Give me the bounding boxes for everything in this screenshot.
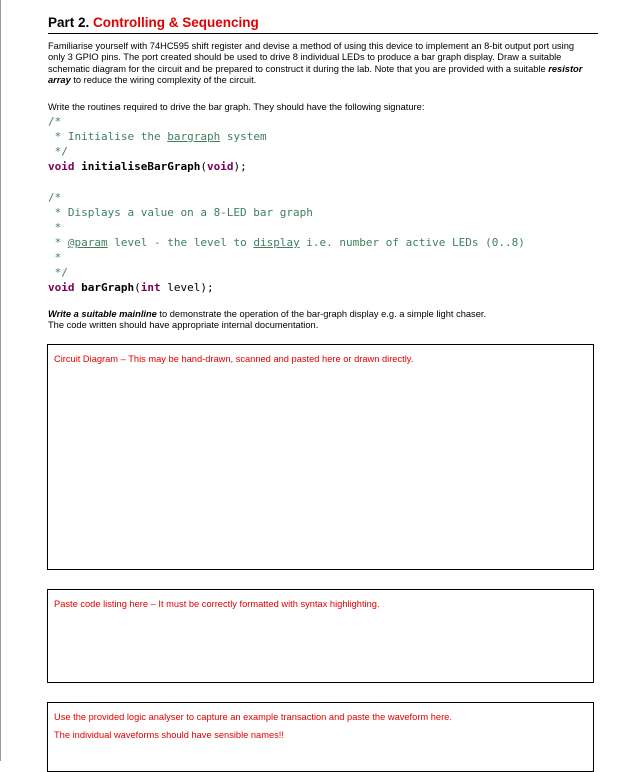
- comment-close: */: [48, 266, 68, 279]
- bargraph-link[interactable]: bargraph: [167, 130, 221, 143]
- heading-title: Controlling & Sequencing: [93, 15, 259, 30]
- mainline-emphasis: Write a suitable mainline: [48, 309, 157, 319]
- bargraph-declaration: void barGraph(int level);: [48, 281, 214, 294]
- logic-analyser-box[interactable]: [47, 702, 594, 772]
- comment-star: *: [48, 251, 62, 264]
- code-listing-prompt: Paste code listing here – It must be correctly formatted with syntax highlighting.: [54, 599, 380, 609]
- code-block-bargraph: [48, 190, 525, 295]
- param-line: * @param level - the level to display i.e. number of active LEDs (0..8): [48, 236, 525, 249]
- code-listing-box[interactable]: [47, 589, 594, 683]
- mainline-text: to demonstrate the operation of the bar-graph display e.g. a simple light chaser.: [156, 309, 487, 319]
- section-heading: [48, 14, 598, 34]
- page-margin-line: [0, 0, 1, 761]
- circuit-diagram-prompt: Circuit Diagram – This may be hand-drawn, scanned and pasted here or drawn directly.: [54, 354, 414, 364]
- logic-analyser-prompt-1: Use the provided logic analyser to capture an example transaction and paste the waveform here.: [54, 712, 452, 722]
- circuit-diagram-box[interactable]: [47, 344, 594, 570]
- heading-prefix: Part 2.: [48, 15, 90, 30]
- comment-line: * Initialise the bargraph system: [48, 130, 267, 143]
- logic-analyser-prompt-2: The individual waveforms should have sensible names!!: [54, 730, 284, 740]
- comment-open: /*: [48, 115, 62, 128]
- code-block-initialise: [48, 114, 267, 174]
- mainline-line2: The code written should have appropriate internal documentation.: [48, 320, 319, 331]
- comment-close: */: [48, 145, 68, 158]
- intro-text: Familiarise yourself with 74HC595 shift register and devise a method of using this device to implement an 8-bit output port using only 3 GPIO pins. The port created should be used to drive 8 individual LEDs to produce a bar graph display. Draw a suitable schematic diagram for the circuit and be prepared to construct it during the lab. Note that you are provided with a suitable: [48, 41, 575, 74]
- write-routines-text: Write the routines required to drive the bar graph. They should have the following signature:: [48, 102, 425, 112]
- initialise-declaration: void initialiseBarGraph(void);: [48, 160, 247, 173]
- display-link[interactable]: display: [253, 236, 300, 249]
- comment-star: *: [48, 221, 62, 234]
- intro-paragraph: [48, 41, 593, 86]
- param-tag: @param: [67, 236, 108, 249]
- intro-text-end: to reduce the wiring complexity of the circuit.: [70, 74, 257, 85]
- comment-line: * Displays a value on a 8-LED bar graph: [48, 206, 313, 219]
- comment-open: /*: [48, 191, 62, 204]
- intro-emphasis: resistor array: [48, 63, 583, 85]
- mainline-paragraph: [48, 309, 593, 332]
